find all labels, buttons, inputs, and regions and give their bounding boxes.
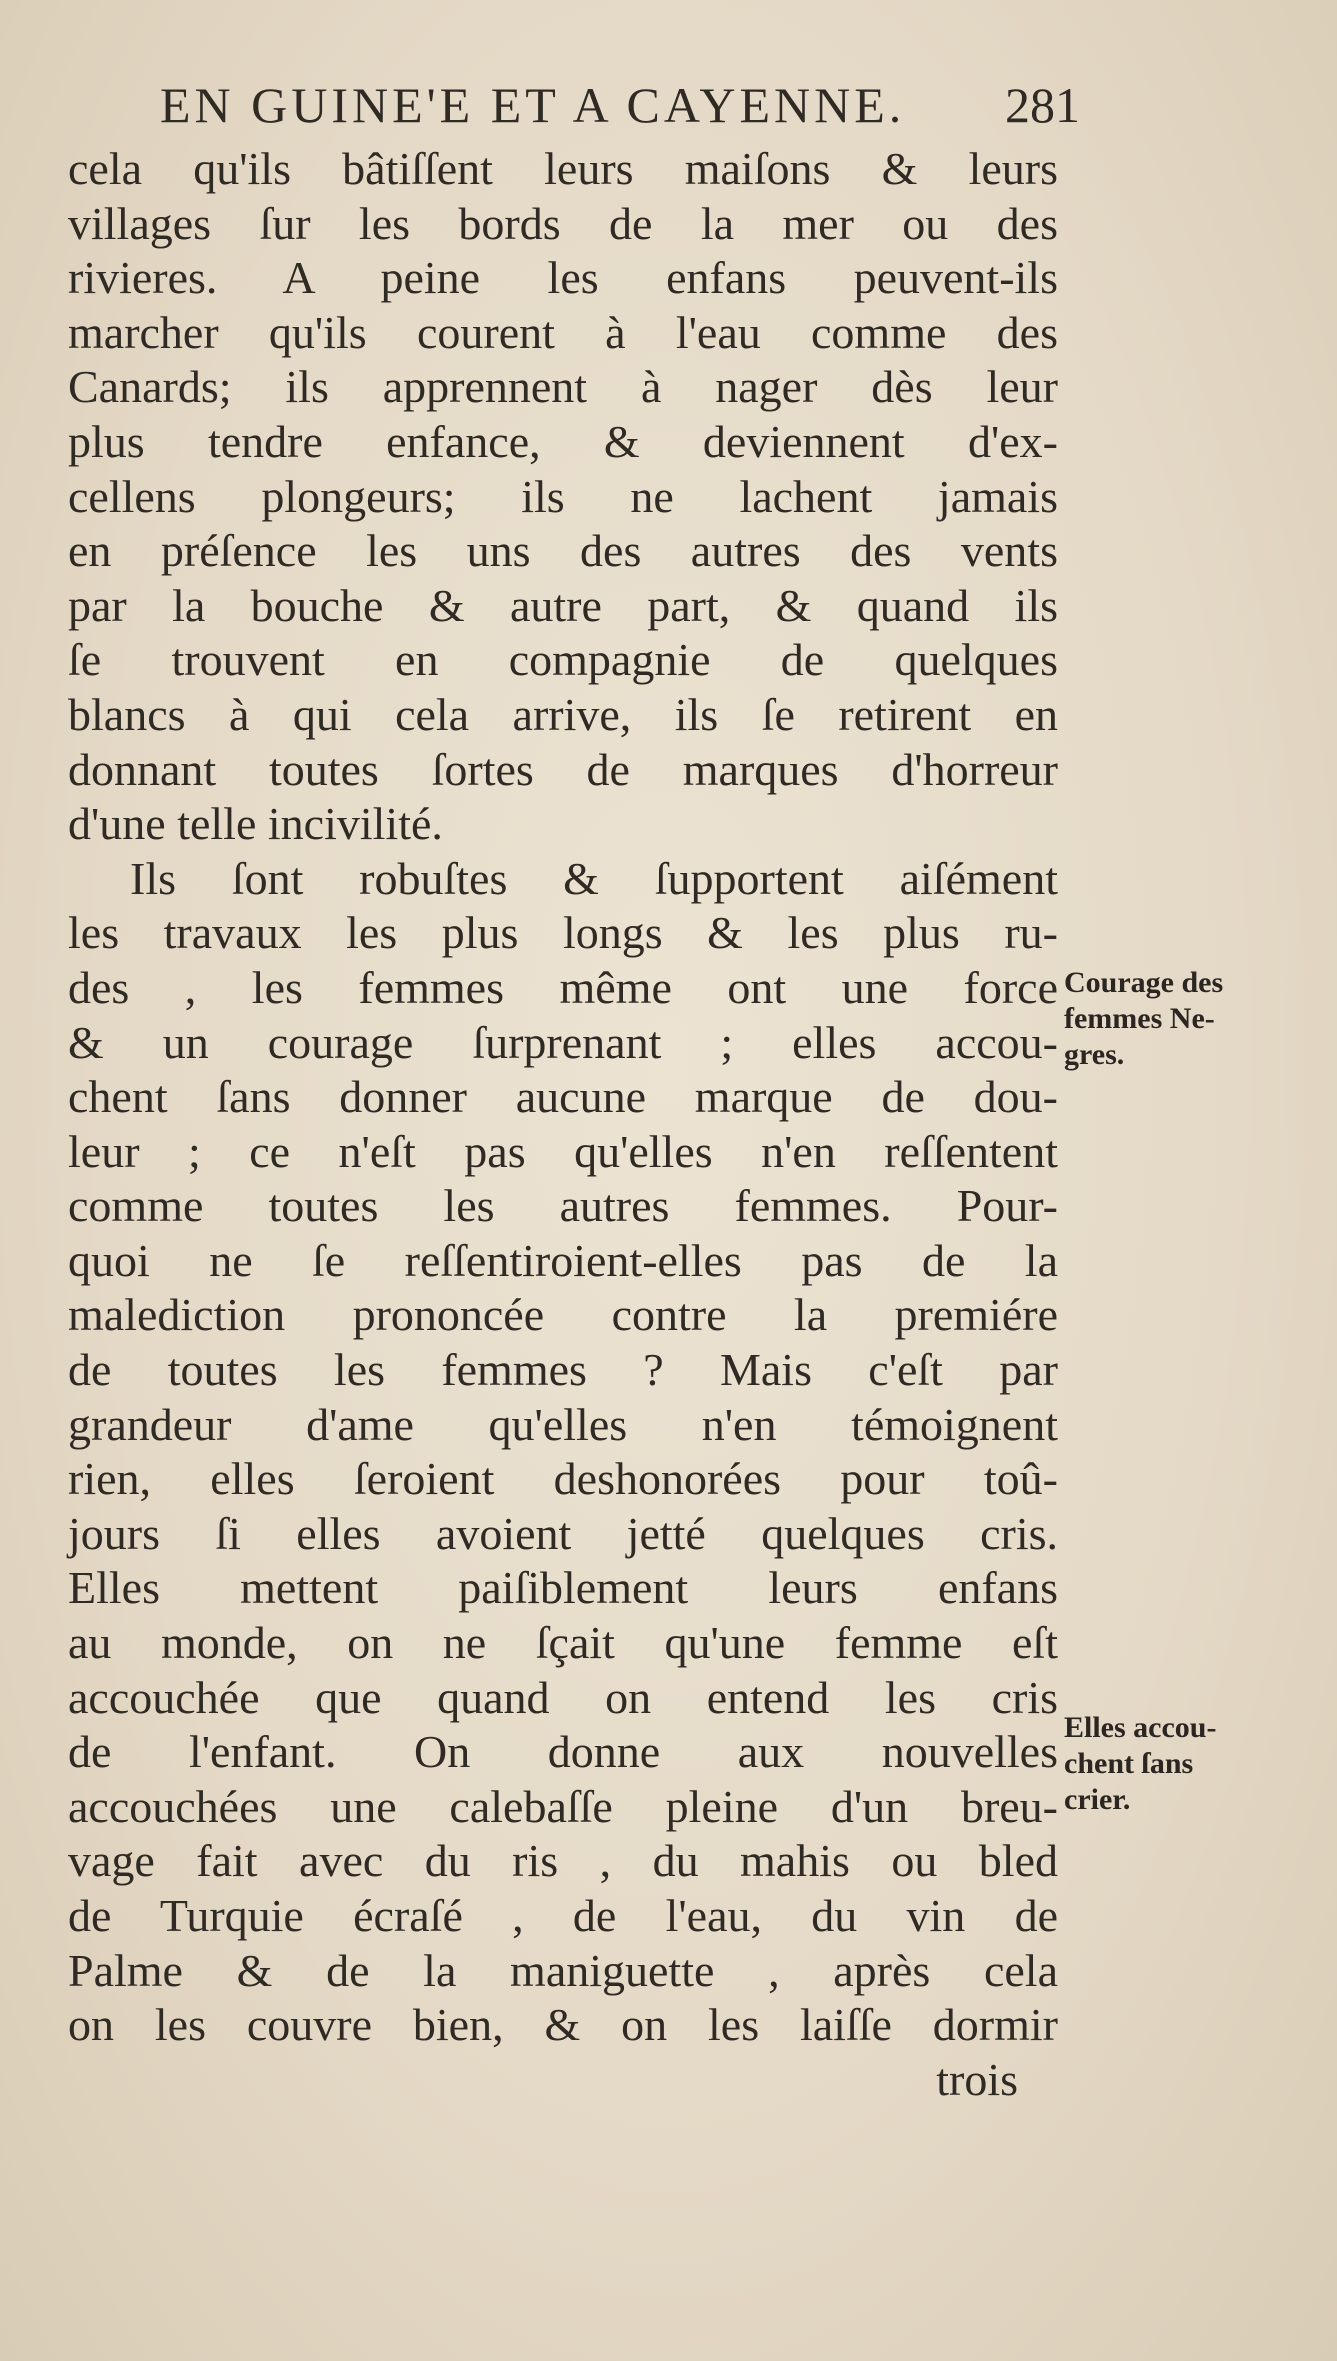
text-line: Elles mettent paiſiblement leurs enfans <box>68 1562 1058 1614</box>
text-line: quoi ne ſe reſſentiroient-elles pas de la <box>68 1234 1058 1286</box>
page-header <box>160 70 1080 140</box>
text-line: comme toutes les autres femmes. Pour- <box>68 1180 1058 1232</box>
text-line: grandeur d'ame qu'elles n'en témoignent <box>68 1398 1058 1450</box>
text-line: les travaux les plus longs & les plus ru- <box>68 907 1058 959</box>
margin-note-line: femmes Ne- <box>1064 1002 1215 1035</box>
margin-note-line: Courage des <box>1064 966 1224 999</box>
text-line: donnant toutes ſortes de marques d'horreur <box>68 743 1058 795</box>
catchword: trois <box>936 2053 1018 2105</box>
margin-note-line: crier. <box>1064 1783 1131 1816</box>
text-line: & un courage ſurprenant ; elles accou- <box>68 1016 1058 1068</box>
text-line: cela qu'ils bâtiſſent leurs maiſons & leurs <box>68 143 1058 194</box>
text-line: blancs à qui cela arrive, ils ſe retirent en <box>68 688 1058 740</box>
text-line: jours ſi elles avoient jetté quelques cris. <box>68 1507 1058 1559</box>
text-line: d'une telle incivilité. <box>68 798 443 850</box>
margin-note-line: Elles accou- <box>1064 1711 1217 1744</box>
text-line: villages ſur les bords de la mer ou des <box>68 197 1058 249</box>
text-line: vage fait avec du ris , du mahis ou bled <box>68 1835 1058 1887</box>
text-line: de l'enfant. On donne aux nouvelles <box>68 1726 1058 1778</box>
text-line: accouchées une calebaſſe pleine d'un breu- <box>68 1780 1058 1832</box>
page-number: 281 <box>1005 77 1080 133</box>
margin-note-line: chent ſans <box>1064 1747 1194 1780</box>
text-line: Canards; ils apprennent à nager dès leur <box>68 361 1058 413</box>
text-line: de Turquie écraſé , de l'eau, du vin de <box>68 1890 1058 1941</box>
text-line: accouchée que quand on entend les cris <box>68 1671 1058 1723</box>
text-line: on les couvre bien, & on les laiſſe dormir <box>68 1999 1058 2051</box>
running-head: EN GUINE'E ET A CAYENNE. <box>160 77 906 133</box>
text-line: Ils ſont robuſtes & ſupportent aiſément <box>130 852 1058 904</box>
text-line: rivieres. A peine les enfans peuvent-ils <box>68 252 1058 304</box>
text-line: cellens plongeurs; ils ne lachent jamais <box>68 470 1058 522</box>
text-line: rien, elles ſeroient deshonorées pour toû- <box>68 1453 1058 1505</box>
text-line: leur ; ce n'eſt pas qu'elles n'en reſſentent <box>68 1125 1058 1177</box>
margin-note <box>1064 965 1334 1073</box>
text-line: au monde, on ne ſçait qu'une femme eſt <box>68 1617 1058 1669</box>
text-line: en préſence les uns des autres des vents <box>68 525 1058 577</box>
text-line: plus tendre enfance, & deviennent d'ex- <box>68 415 1058 467</box>
text-line: de toutes les femmes ? Mais c'eſt par <box>68 1344 1058 1396</box>
margin-note-line: gres. <box>1064 1038 1125 1071</box>
margin-note <box>1064 1710 1334 1818</box>
text-line: par la bouche & autre part, & quand ils <box>68 579 1058 631</box>
text-line: chent ſans donner aucune marque de dou- <box>68 1071 1058 1123</box>
text-line: marcher qu'ils courent à l'eau comme des <box>68 306 1058 358</box>
body-text <box>68 142 1058 2107</box>
text-line: Palme & de la maniguette , après cela <box>68 1944 1058 1996</box>
text-line: malediction prononcée contre la premiére <box>68 1289 1058 1341</box>
text-line: ſe trouvent en compagnie de quelques <box>68 634 1058 686</box>
text-line: des , les femmes même ont une force <box>68 961 1058 1013</box>
